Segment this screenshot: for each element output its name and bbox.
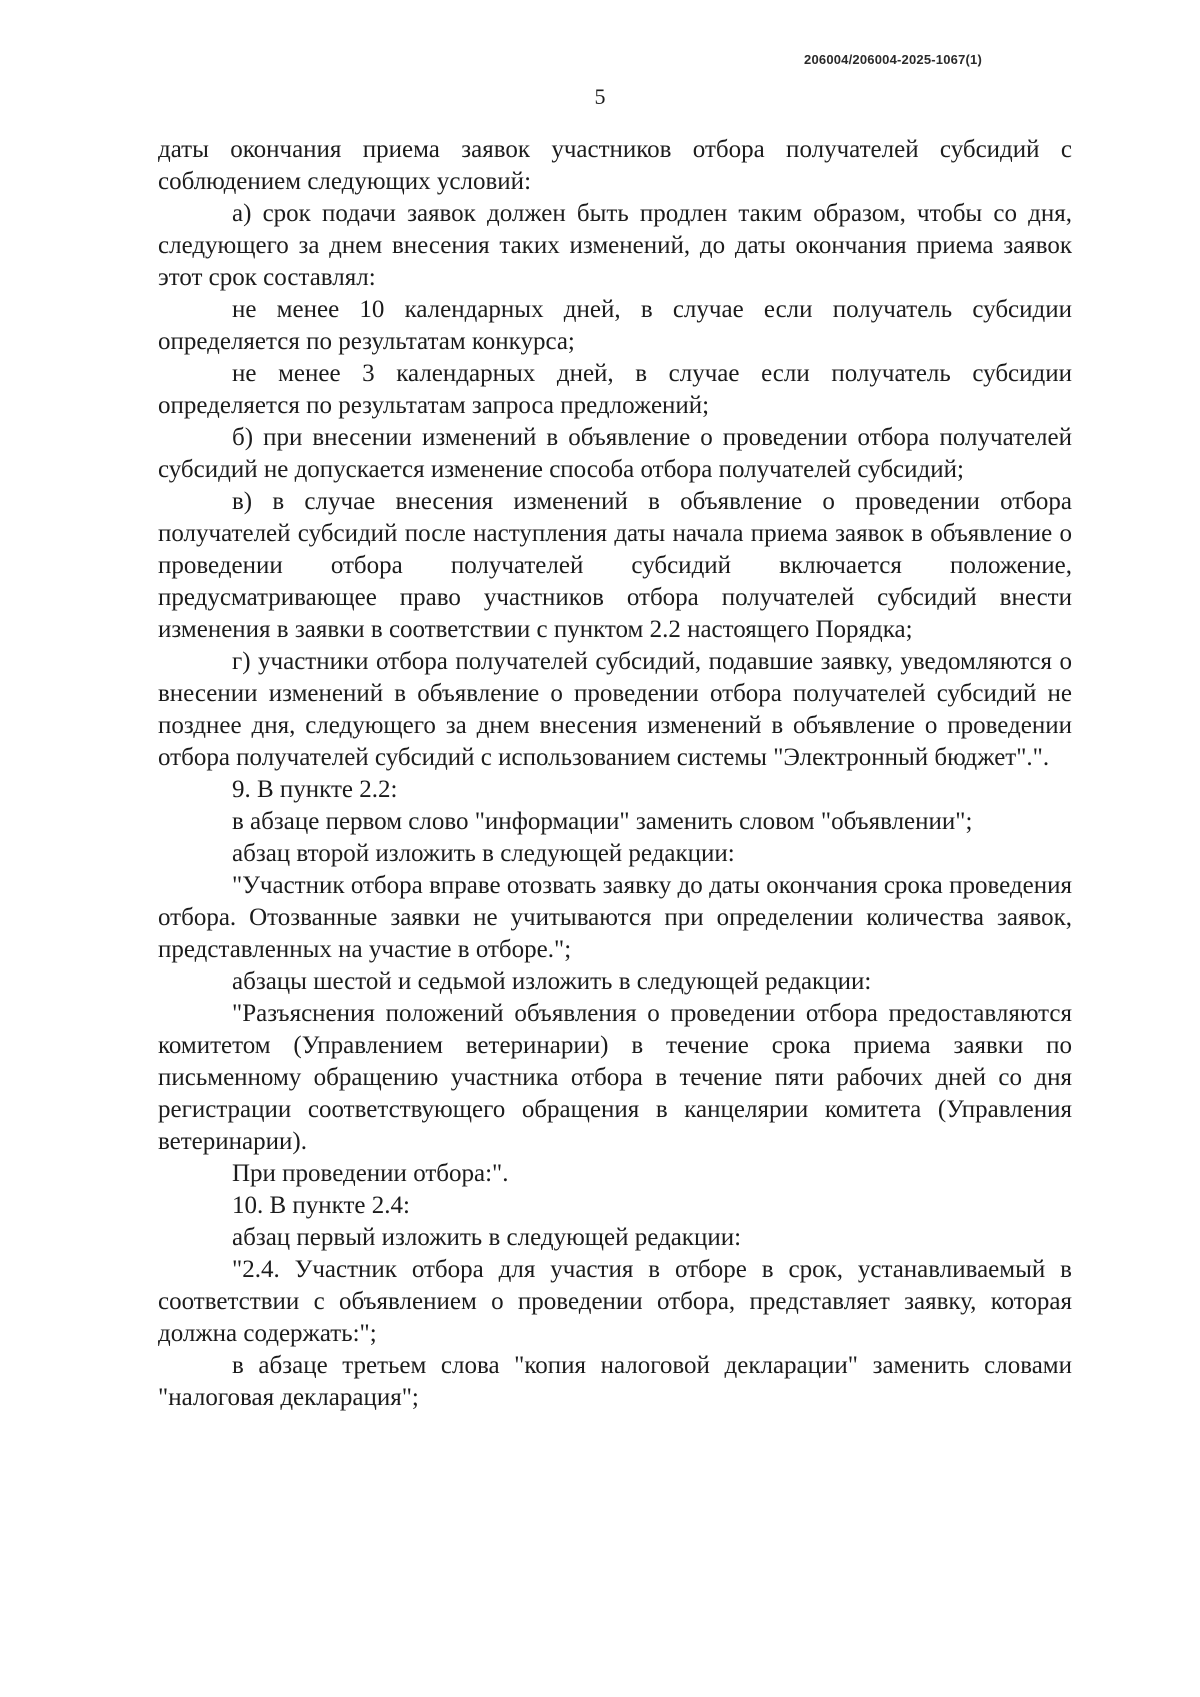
paragraph: 10. В пункте 2.4: <box>232 1192 410 1219</box>
paragraph: 9. В пункте 2.2: <box>232 776 398 803</box>
paragraph: абзац первый изложить в следующей редакции: <box>232 1224 742 1251</box>
paragraph: "Участник отбора вправе отозвать заявку до даты окончания срока проведения отбора. Отозванные заявки не учитываются при определении количества заявок, представленных на участие в отборе."; <box>158 872 1072 963</box>
paragraph: а) срок подачи заявок должен быть продлен таким образом, чтобы со дня, следующего за днем внесения таких изменений, до даты окончания приема заявок этот срок составлял: <box>158 200 1072 291</box>
page-number: 5 <box>594 84 606 109</box>
paragraph: в абзаце первом слово "информации" заменить словом "объявлении"; <box>232 808 973 835</box>
paragraph: "2.4. Участник отбора для участия в отборе в срок, устанавливаемый в соответствии с объявлением о проведении отбора, представляет заявку, которая должна содержать:"; <box>158 1256 1072 1347</box>
paragraph: абзац второй изложить в следующей редакции: <box>232 840 735 867</box>
paragraph: б) при внесении изменений в объявление о проведении отбора получателей субсидий не допускается изменение способа отбора получателей субсидий; <box>158 424 1072 483</box>
paragraph: не менее 3 календарных дней, в случае если получатель субсидии определяется по результатам запроса предложений; <box>158 360 1072 419</box>
document-body <box>158 134 1072 1414</box>
paragraph: абзацы шестой и седьмой изложить в следующей редакции: <box>232 968 872 995</box>
document-id: 206004/206004-2025-1067(1) <box>804 52 982 67</box>
paragraph: в) в случае внесения изменений в объявление о проведении отбора получателей субсидий после наступления даты начала приема заявок в объявление о проведении отбора получателей субсидий включается положение, предусматривающее право участников отбора получателей субсидий внести изменения в заявки в соответствии с пунктом 2.2 настоящего Порядка; <box>158 488 1072 643</box>
paragraph: даты окончания приема заявок участников отбора получателей субсидий с соблюдением следующих условий: <box>158 136 1072 195</box>
paragraph: "Разъяснения положений объявления о проведении отбора предоставляются комитетом (Управлением ветеринарии) в течение срока приема заявки по письменному обращению участника отбора в течение пяти рабочих дней со дня регистрации соответствующего обращения в канцелярии комитета (Управления ветеринарии). <box>158 1000 1072 1155</box>
paragraph: не менее 10 календарных дней, в случае если получатель субсидии определяется по результатам конкурса; <box>158 296 1072 355</box>
paragraph: в абзаце третьем слова "копия налоговой декларации" заменить словами "налоговая декларация"; <box>158 1352 1072 1411</box>
paragraph: При проведении отбора:". <box>232 1160 509 1187</box>
paragraph: г) участники отбора получателей субсидий, подавшие заявку, уведомляются о внесении изменений в объявление о проведении отбора получателей субсидий не позднее дня, следующего за днем внесения изменений в объявление о проведении отбора получателей субсидий с использованием системы "Электронный бюджет".". <box>158 648 1072 771</box>
